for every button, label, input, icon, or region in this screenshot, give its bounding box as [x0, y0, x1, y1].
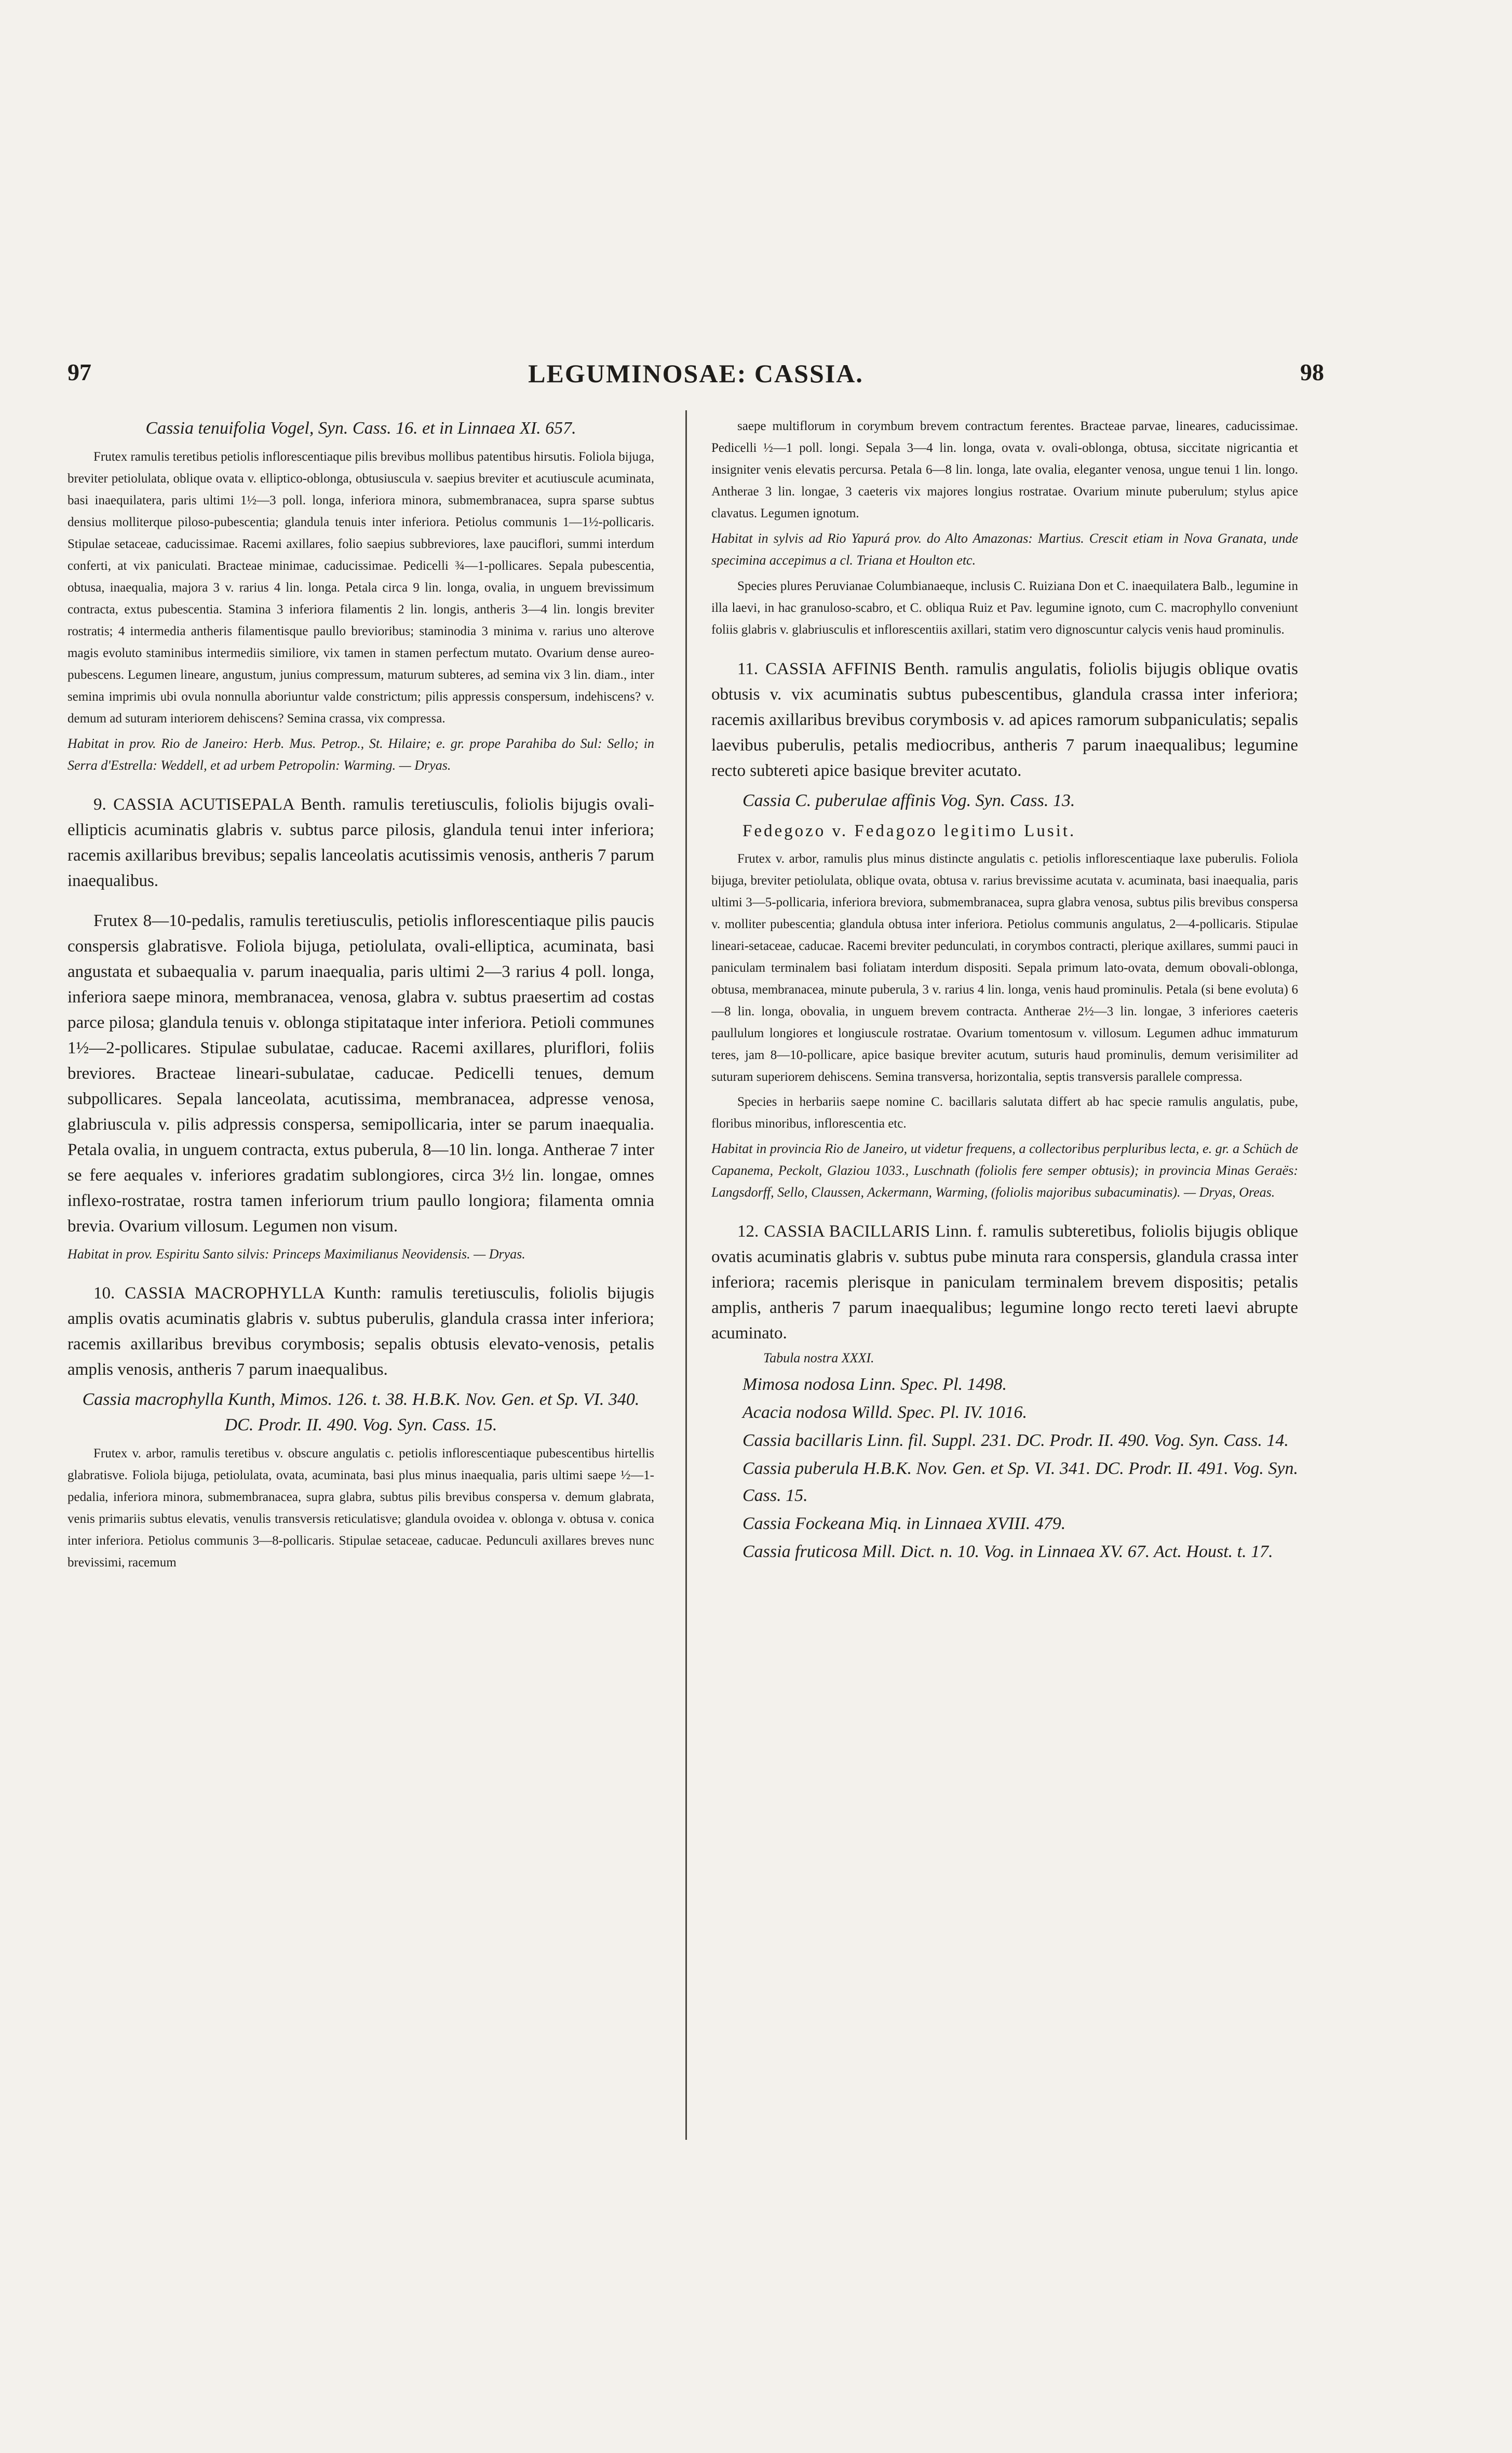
species-heading-10: 10. CASSIA MACROPHYLLA Kunth: ramulis teretiusculis, foliolis bijugis amplis ovatis acuminatis glabris v. subtus puberulis, glandula crassa inter inferiora; racemis axillaribus brevibus corymbosis; sepalis obtusis elevato-venosis, petalis amplis venosis, antheris 7 parum inaequalibus.: [68, 1284, 654, 1379]
synonym-line: Cassia tenuifolia Vogel, Syn. Cass. 16. et in Linnaea XI. 657.: [145, 419, 576, 438]
synonym-line: Acacia nodosa Willd. Spec. Pl. IV. 1016.: [743, 1403, 1028, 1422]
description-paragraph: Frutex v. arbor, ramulis teretibus v. obscure angulatis c. petiolis inflorescentiaque pubescentibus hirtellis glabratisve. Foliola bijuga, petiolulata, ovata, acuminata, basi plus minus inaequalia, paris ultimi saepe ½—1-pedalia, inferiora minora, submembranacea, supra glabra, subtus pilis brevibus conspersa v. demum glabrata, venis primariis subtus elevatis, venulis transversis reticulatisve; glandula ovoidea v. oblonga v. obtusa v. conica inter inferiora. Petiolus communis 3—8-pollicaris. Stipulae setaceae, caducae. Pedunculi axillares breves nunc brevissimi, racemum: [68, 1446, 654, 1570]
plate-reference: Tabula nostra XXXI.: [763, 1350, 874, 1365]
page-number-left: 97: [68, 359, 91, 385]
habitat-paragraph: Habitat in provincia Rio de Janeiro, ut videtur frequens, a collectoribus perpluribus lecta, e. gr. a Schüch de Capanema, Peckolt, Glaziou 1033., Luschnath (foliolis fere semper obtusis); in provincia Minas Geraës: Langsdorff, Sello, Claussen, Ackermann, Warming, (foliolis majoribus subacuminatis). — Dryas, Oreas.: [711, 1141, 1298, 1200]
habitat-paragraph: Habitat in prov. Rio de Janeiro: Herb. Mus. Petrop., St. Hilaire; e. gr. prope Parahiba do Sul: Sello; in Serra d'Estrella: Weddell, et ad urbem Petropolin: Warming. — Dryas.: [68, 736, 654, 773]
note-paragraph: Species plures Peruvianae Columbianaeque, inclusis C. Ruiziana Don et C. inaequilatera Balb., legumine in illa laevi, in hac granuloso-scabro, et C. obliqua Ruiz et Pav. legumine ignoto, cum C. macrophyllo conveniunt foliis glabris v. glabriusculis et inflorescentiis axillari, statim vero dignoscuntur calycis venis haud prominulis.: [711, 579, 1298, 637]
description-paragraph: saepe multiflorum in corymbum brevem contractum ferentes. Bracteae parvae, lineares, caducissimae. Pedicelli ½—1 poll. longi. Sepala 3—4 lin. longa, ovata v. ovali-oblonga, obtusa, siccitate nigricantia et insigniter venis elevatis percursa. Petala 6—8 lin. longa, late ovalia, eleganter venosa, ungue tenui 1 lin. longo. Antherae 3 lin. longae, 3 caeteris vix majores longius rostratae. Ovarium minute puberulum; stylus apice clavatus. Legumen ignotum.: [711, 419, 1298, 520]
page-number-right: 98: [1300, 359, 1324, 385]
species-heading-11: 11. CASSIA AFFINIS Benth. ramulis angulatis, foliolis bijugis oblique ovatis obtusis v. vix acuminatis subtus pubescentibus, glandula crassa inter inferiora; racemis axillaribus brevibus corymbosis v. ad apices ramorum subpaniculatis; sepalis laevibus puberulis, petalis mediocribus, antheris 7 parum inaequalibus; legumine recto subtereti apice basique breviter acutato.: [711, 660, 1298, 780]
left-column: [68, 415, 654, 2358]
vernacular-name: Fedegozo v. Fedagozo legitimo Lusit.: [743, 822, 1076, 840]
synonym-line: Mimosa nodosa Linn. Spec. Pl. 1498.: [743, 1375, 1007, 1394]
species-heading-12: 12. CASSIA BACILLARIS Linn. f. ramulis subteretibus, foliolis bijugis oblique ovatis acuminatis glabris v. subtus pube minuta rara conspersis, glandula crassa inter inferiora; racemis plerisque in paniculam terminalem brevem dispositis; petalis amplis, antheris 7 parum inaequalibus; legumine longo recto tereti laevi abrupte acuminato.: [711, 1222, 1298, 1343]
column-divider: [685, 410, 687, 2140]
right-column: [711, 415, 1298, 2358]
synonym-list: [711, 1371, 1298, 1565]
note-paragraph: Species in herbariis saepe nomine C. bacillaris salutata differt ab hac specie ramulis angulatis, pube, floribus minoribus, inflorescentia etc.: [711, 1095, 1298, 1131]
synonym-line: Cassia bacillaris Linn. fil. Suppl. 231. DC. Prodr. II. 490. Vog. Syn. Cass. 14.: [743, 1431, 1289, 1450]
habitat-paragraph: Habitat in prov. Espiritu Santo silvis: Princeps Maximilianus Neovidensis. — Dryas.: [68, 1246, 525, 1262]
page-header: [68, 358, 1324, 395]
running-head: LEGUMINOSAE: CASSIA.: [528, 359, 863, 388]
synonym-line: Cassia puberula H.B.K. Nov. Gen. et Sp. VI. 341. DC. Prodr. II. 491. Vog. Syn. Cass. 15.: [743, 1459, 1298, 1505]
habitat-paragraph: Habitat in sylvis ad Rio Yapurá prov. do Alto Amazonas: Martius. Crescit etiam in Nova Granata, unde specimina accepimus a cl. Triana et Houlton etc.: [711, 531, 1298, 568]
species-heading-9: 9. CASSIA ACUTISEPALA Benth. ramulis teretiusculis, foliolis bijugis ovali-ellipticis acuminatis glabris v. subtus parce pilosis, glandula tenui inter inferiora; racemis axillaribus brevibus; sepalis lanceolatis acutissimis venosis, antheris 7 parum inaequalibus.: [68, 795, 654, 890]
synonym-line: Cassia C. puberulae affinis Vog. Syn. Cass. 13.: [743, 791, 1075, 810]
description-paragraph: Frutex v. arbor, ramulis plus minus distincte angulatis c. petiolis inflorescentiaque laxe puberulis. Foliola bijuga, breviter petiolulata, oblique ovata, obtusa v. rarius brevissime acutata v. acuminata, basi inaequalia, paris ultimi 3—5-pollicaria, inferiora breviora, submembranacea, supra glabra venosa, subtus pilis brevibus conspersa v. molliter pubescentia; glandula obtusa inter inferiora. Petiolus communis angulatus, 2—4-pollicaris. Stipulae lineari-setaceae, caducae. Racemi breviter pedunculati, in corymbos contracti, plerique axillares, summi pauci in paniculam terminalem basi foliatam interdum dispositi. Sepala primum lato-ovata, demum obovali-oblonga, obtusa, membranacea, minute puberula, 3 v. rarius 4 lin. longa, venis haud prominulis. Petala (si bene evoluta) 6—8 lin. longa, obovalia, in unguem brevem contracta. Antherae 2½—3 lin. longae, 3 inferiores caeteris paullulum longiores et longiuscule rostratae. Ovarium tomentosum v. villosum. Legumen adhuc immaturum teres, jam 8—10-pollicare, apice basique breviter acutum, suturis haud prominulis, demum verisimiliter ad suturam superiorem dehiscens. Semina transversa, horizontalia, septis transversis parallele compressa.: [711, 852, 1298, 1084]
synonym-line: Cassia Fockeana Miq. in Linnaea XVIII. 479.: [743, 1514, 1066, 1533]
synonym-line: Cassia macrophylla Kunth, Mimos. 126. t. 38. H.B.K. Nov. Gen. et Sp. VI. 340. DC. Prodr. II. 490. Vog. Syn. Cass. 15.: [82, 1390, 640, 1435]
description-paragraph: Frutex ramulis teretibus petiolis inflorescentiaque pilis brevibus mollibus patentibus hirsutis. Foliola bijuga, breviter petiolulata, oblique ovata v. elliptico-oblonga, obtusiuscula v. saepius breviter et acutiuscule acuminata, basi inaequilatera, paris ultimi 1½—3 poll. longa, inferiora minora, submembranacea, supra sparse subtus densius molliterque piloso-pubescentia; glandula tenuis inter inferiora. Petiolus communis 1—1½-pollicaris. Stipulae setaceae, caducissimae. Racemi axillares, folio saepius subbreviores, laxe pauciflori, summi interdum conferti, at vix paniculati. Bracteae minimae, caducissimae. Pedicelli ¾—1-pollicares. Sepala pubescentia, obtusa, inaequalia, majora 3 v. rarius 4 lin. longa. Petala circa 9 lin. longa, ovalia, in unguem brevissimum contracta, extus pubescentia. Stamina 3 inferiora filamentis 2 lin. longis, antheris 3—4 lin. longis breviter rostratis; 4 intermedia antheris filamentisque paullo brevioribus; staminodia 3 minima v. rarius uno alterove magis evoluto staminibus intermediis similiore, vix tamen in stamen perfectum mutato. Ovarium dense aureo-pubescens. Legumen lineare, angustum, junius compressum, maturum subteres, ad semina vix 3 lin. diam., inter semina imprimis ubi ovula nonnulla aboriuntur valde constrictum; pilis appressis conspersum, indehiscens? v. demum ad suturam interiorem dehiscens? Semina crassa, vix compressa.: [68, 450, 654, 726]
synonym-line: Cassia fruticosa Mill. Dict. n. 10. Vog. in Linnaea XV. 67. Act. Houst. t. 17.: [743, 1542, 1273, 1561]
description-paragraph: Frutex 8—10-pedalis, ramulis teretiusculis, petiolis inflorescentiaque pilis paucis conspersis glabratisve. Foliola bijuga, petiolulata, ovali-elliptica, acuminata, basi angustata et subaequalia v. parum inaequalia, paris ultimi 2—3 rarius 4 poll. longa, inferiora saepe minora, membranacea, venosa, glabra v. subtus praesertim ad costas parce pilosa; glandula tenuis v. oblonga stipitataque inter inferiora. Petioli communes 1½—2-pollicares. Stipulae subulatae, caducae. Racemi axillares, pluriflori, foliis breviores. Bracteae lineari-subulatae, caducae. Pedicelli tenues, demum subpollicares. Sepala lanceolata, acutissima, membranacea, adpresse venosa, glabriuscula v. pilis adpressis conspersa, semipollicaria, inter se parum inaequalia. Petala ovalia, in unguem contracta, extus puberula, 8—10 lin. longa. Antherae 7 inter se fere aequales v. inferiores gradatim sublongiores, circa 3½ lin. longae, omnes inflexo-rostratae, rostra tamen inferiorum trium paullo longiora; filamenta omnia brevia. Ovarium villosum. Legumen non visum.: [68, 912, 654, 1236]
